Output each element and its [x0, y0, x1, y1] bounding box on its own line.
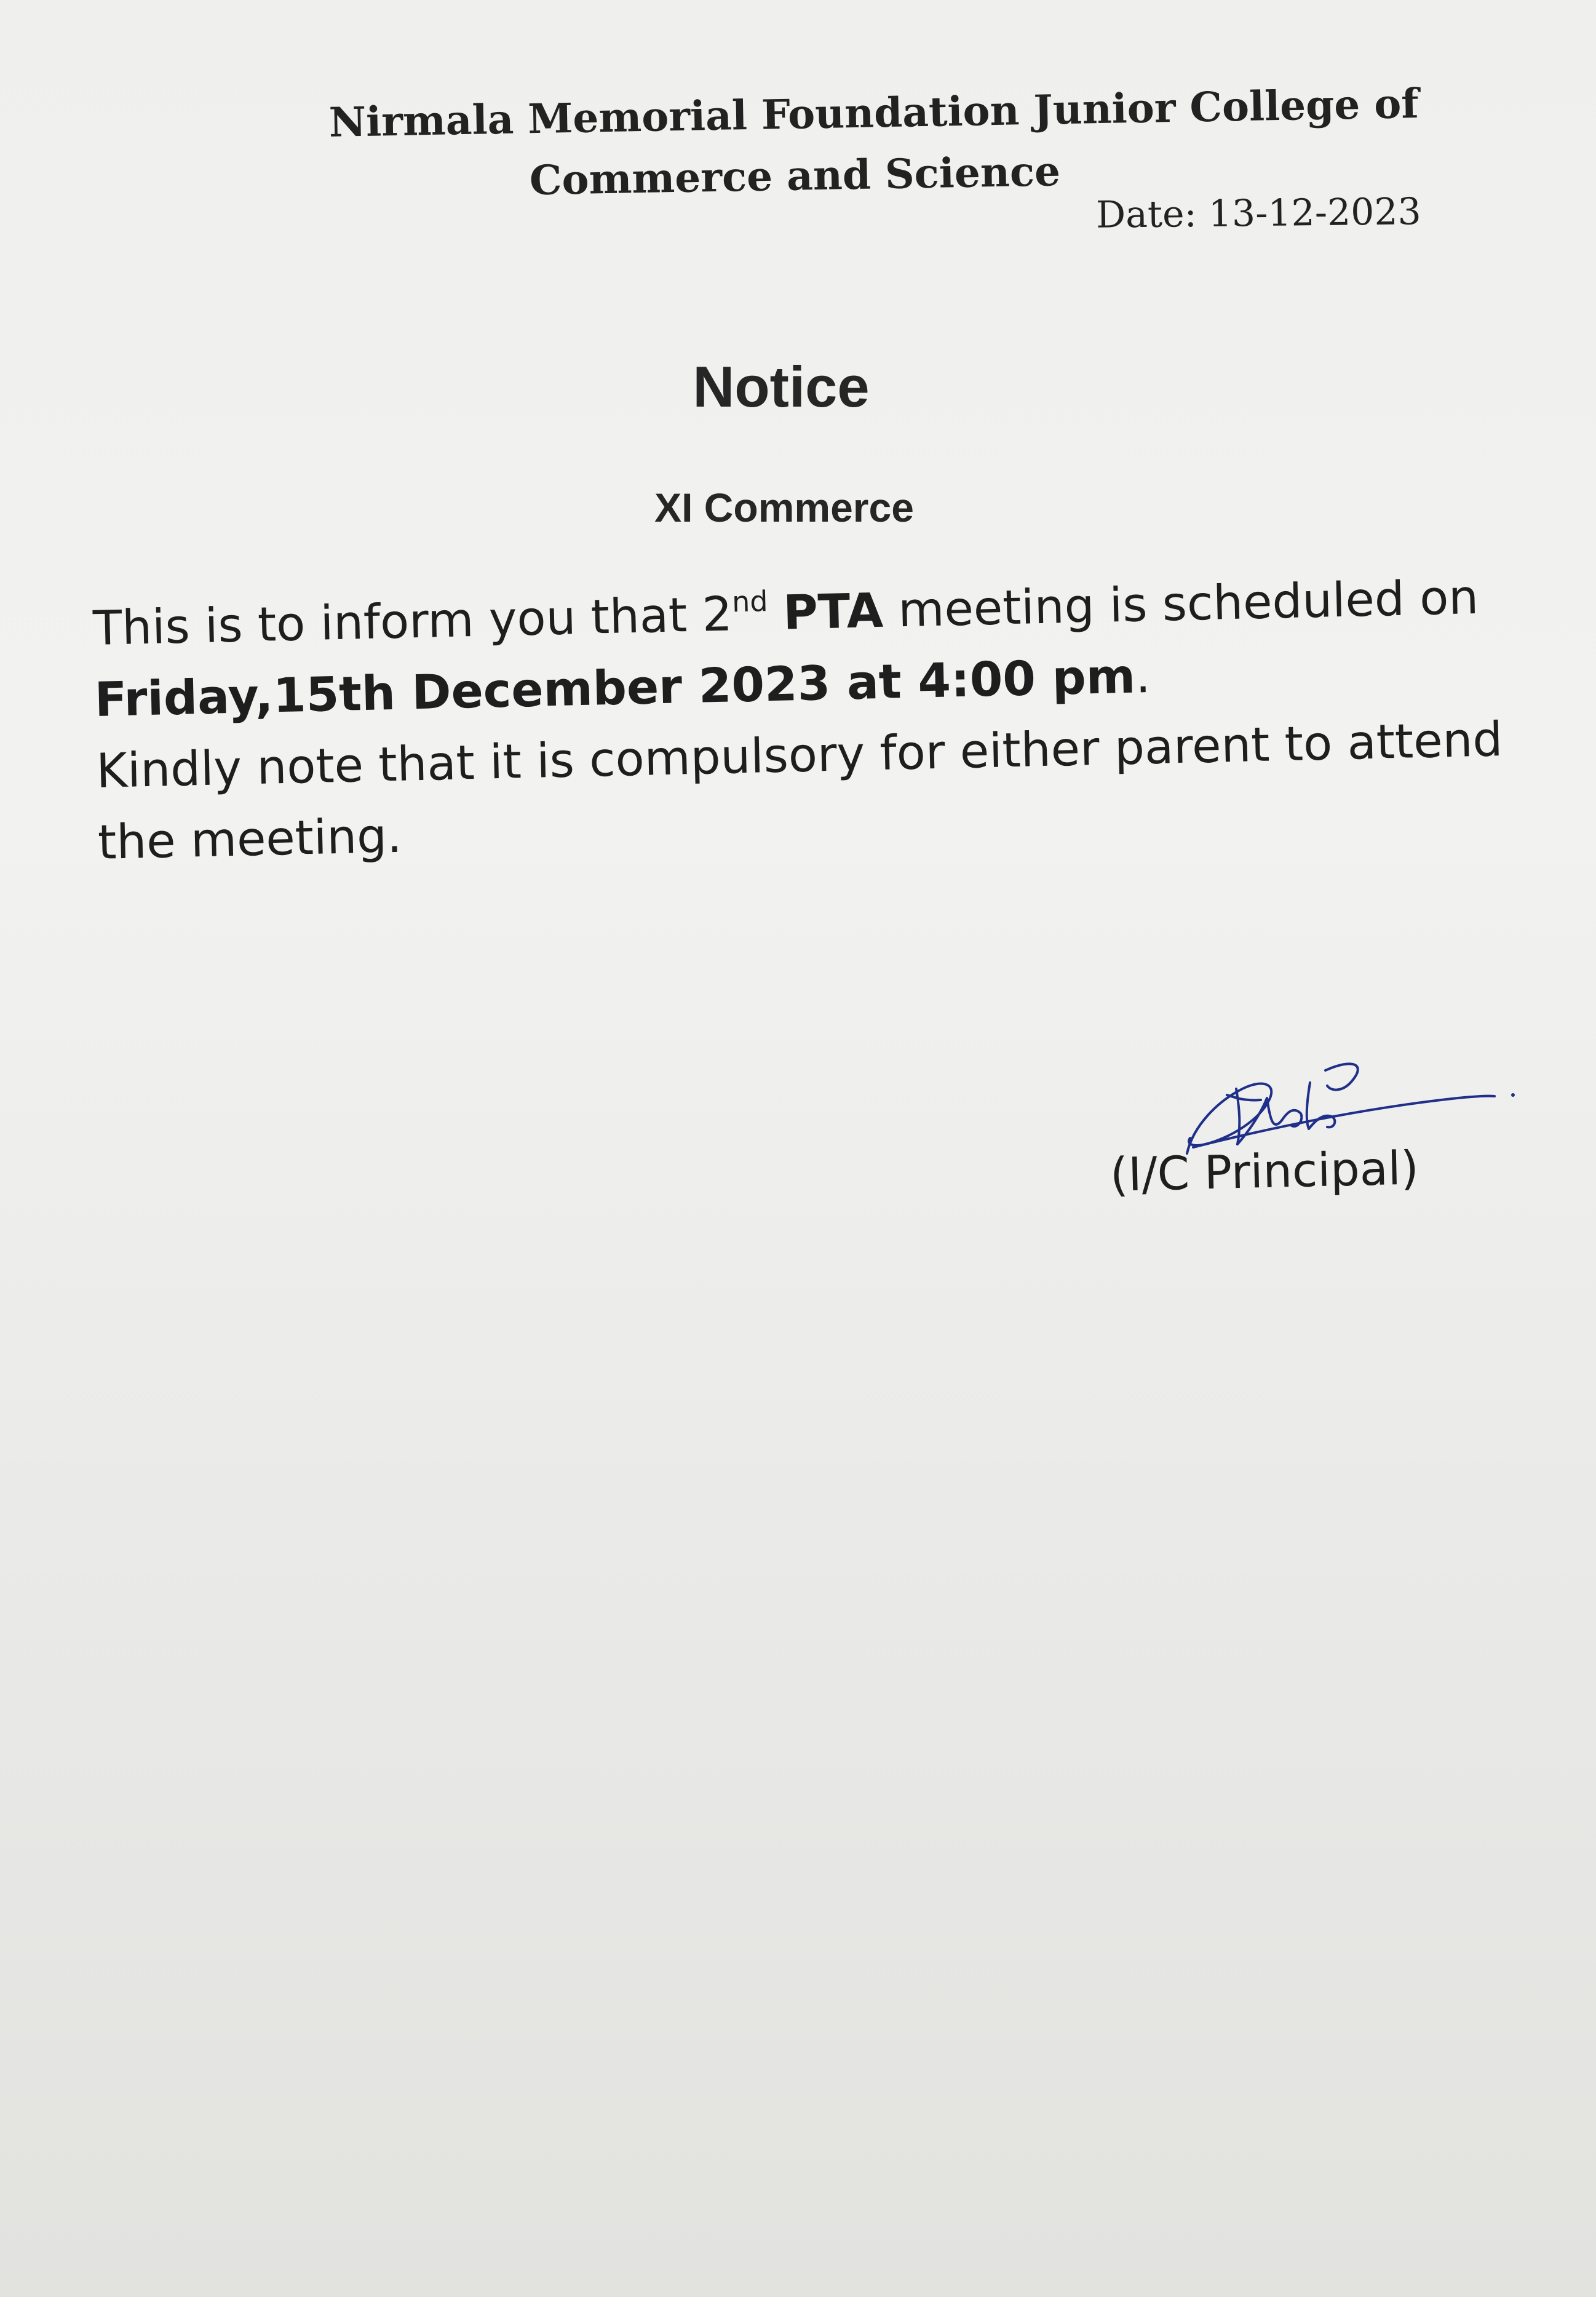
body-part2: meeting is scheduled on	[882, 570, 1480, 639]
pta-label: PTA	[782, 583, 884, 641]
notice-body-paragraph-2: Kindly note that it is compulsory for either parent to attend the meeting.	[95, 712, 1504, 870]
school-name-line2: Commerce and Science	[529, 147, 1061, 205]
body-period: .	[1135, 649, 1151, 704]
notice-body	[92, 561, 1544, 879]
ordinal-suffix: nd	[731, 584, 769, 619]
class-name: XI Commerce	[654, 485, 914, 530]
principal-designation: (I/C Principal)	[1110, 1141, 1419, 1202]
body-part1: This is to inform you that 2	[92, 587, 733, 656]
meeting-date-time: Friday,15th December 2023 at 4:00 pm	[93, 649, 1137, 728]
notice-title: Notice	[693, 354, 870, 419]
school-name-line1: Nirmala Memorial Foundation Junior College of	[328, 79, 1419, 146]
notice-date: Date: 13-12-2023	[1095, 190, 1422, 237]
principal-signature	[1169, 1021, 1525, 1163]
body-space	[768, 586, 784, 642]
